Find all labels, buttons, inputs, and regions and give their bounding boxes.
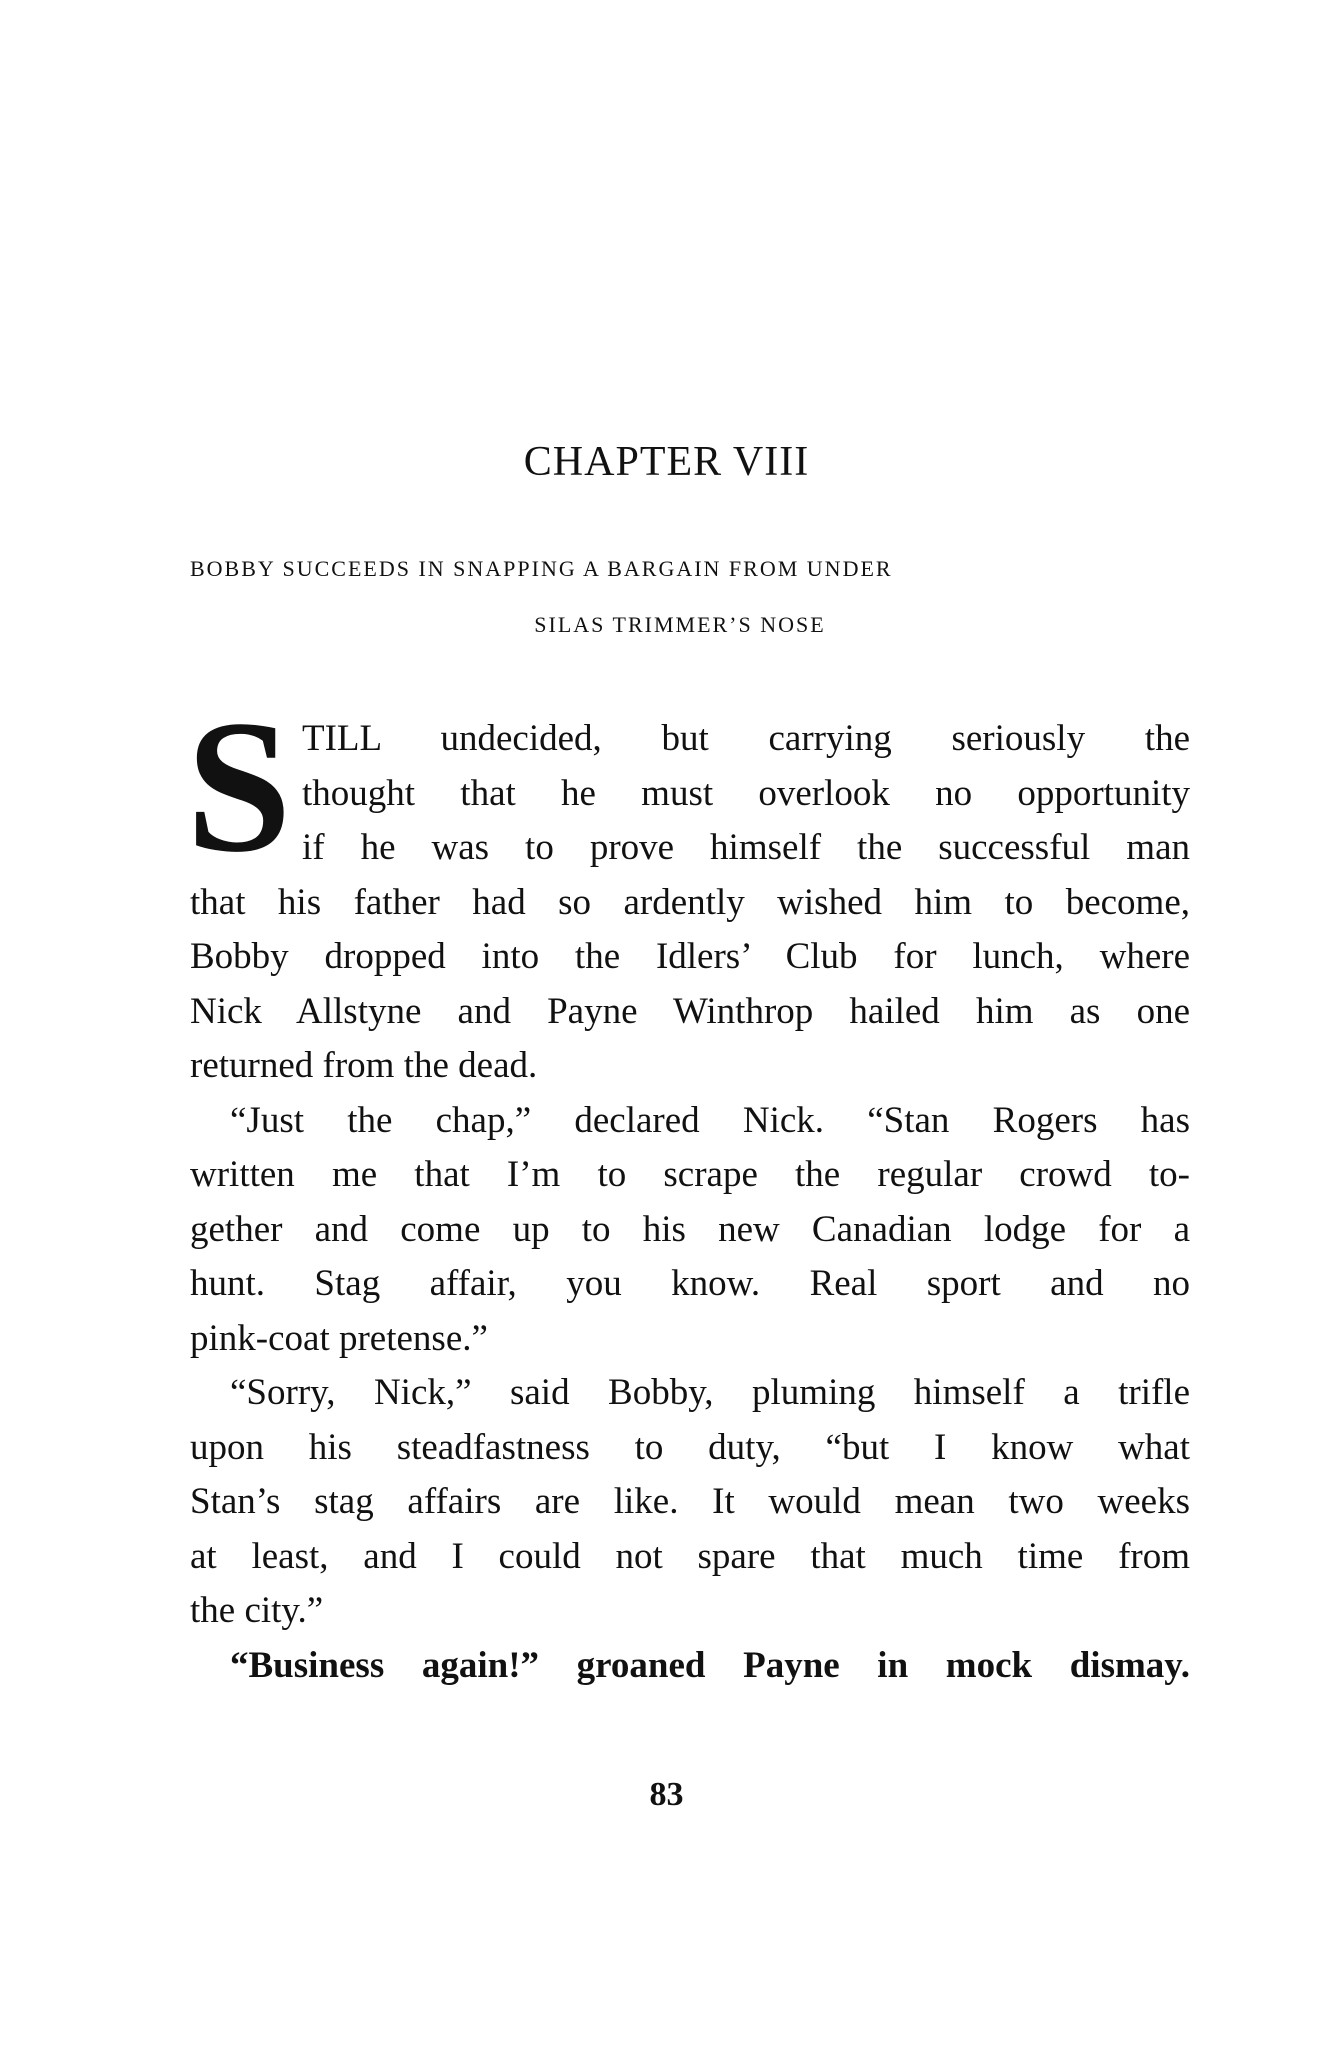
opening-paragraph [186, 682, 1190, 892]
subtitle-line-2: SILAS TRIMMER’S NOSE [534, 612, 826, 637]
text-line: Stan’s stag affairs are like. It would mean two weeks [190, 1481, 1190, 1522]
text-line: “Just the chap,” declared Nick. “Stan Rogers has [230, 1099, 1190, 1141]
text-line: the city.” [190, 1590, 324, 1631]
text-line: “Business again!” groaned Payne in mock dismay. [230, 1644, 1190, 1686]
text-line: if he was to prove himself the successful man [302, 827, 1190, 868]
text-line: written me that I’m to scrape the regular crowd to- [190, 1154, 1190, 1195]
text-line: upon his steadfastness to duty, “but I know what [190, 1426, 1190, 1468]
page-number: 83 [649, 1776, 684, 1813]
text-line: “Sorry, Nick,” said Bobby, pluming himself a trifle [230, 1372, 1190, 1413]
drop-cap: S [186, 682, 292, 892]
body-text [186, 682, 1190, 1693]
text-line: Nick Allstyne and Payne Winthrop hailed him as one [190, 990, 1190, 1032]
text-line: returned from the dead. [190, 1045, 538, 1086]
text-line: gether and come up to his new Canadian lodge for a [190, 1208, 1190, 1250]
chapter-subtitle [190, 556, 1190, 638]
text-line: hunt. Stag affair, you know. Real sport and no [190, 1263, 1190, 1304]
text-line: pink-coat pretense.” [190, 1317, 488, 1359]
text-line: TILL undecided, but carrying seriously the [302, 718, 1190, 759]
chapter-title: CHAPTER VIII [523, 439, 810, 485]
subtitle-line-1: BOBBY SUCCEEDS IN SNAPPING A BARGAIN FROM UNDER [190, 556, 893, 581]
text-line: that his father had so ardently wished him to become, [190, 881, 1190, 923]
text-line: thought that he must overlook no opportunity [302, 772, 1190, 814]
text-line: at least, and I could not spare that much time from [190, 1535, 1190, 1577]
text-line: Bobby dropped into the Idlers’ Club for lunch, where [190, 936, 1190, 977]
